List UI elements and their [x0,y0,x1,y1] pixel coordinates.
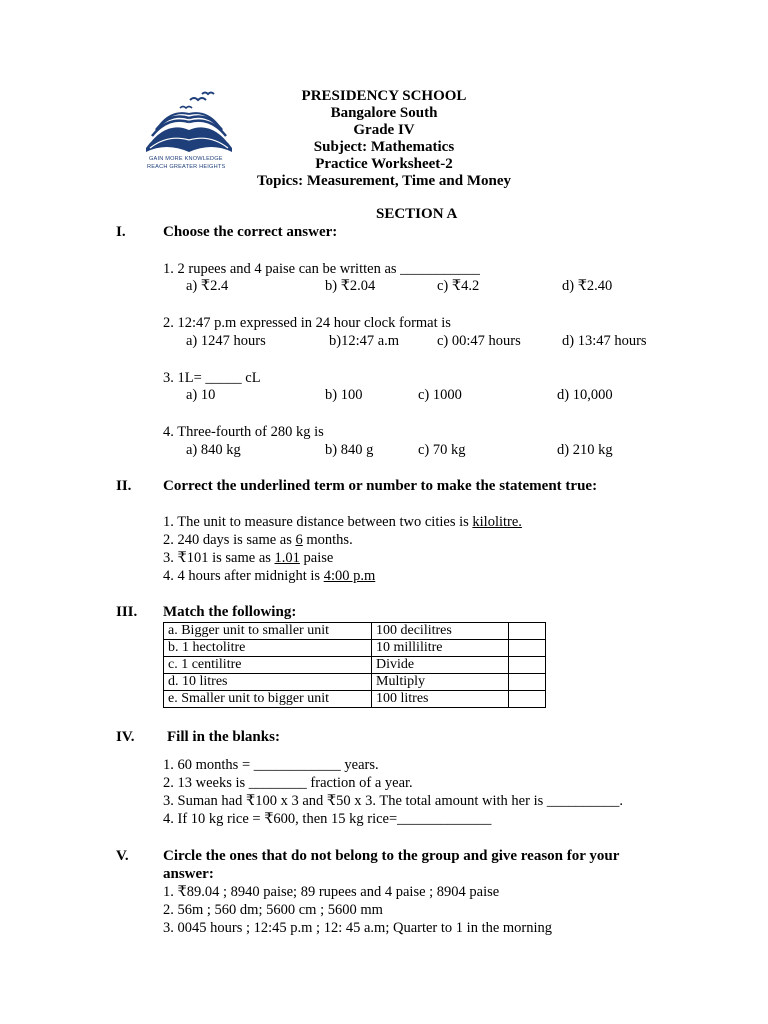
question-title: Match the following: [163,604,297,620]
list-item: 2. 240 days is same as 6 months. [163,532,353,548]
list-item: 1. ₹89.04 ; 8940 paise; 89 rupees and 4 paise ; 8904 paise [163,884,500,900]
mcq-question: 1. 2 rupees and 4 paise can be written as ___________ [163,261,480,277]
table-cell: e. Smaller unit to bigger unit [164,691,372,708]
list-item: 1. 60 months = ____________ years. [163,757,379,773]
answer-cell[interactable] [509,657,546,674]
mcq-option: c) 70 kg [418,442,466,458]
question-title-cont: answer: [163,866,214,882]
mcq-question: 4. Three-fourth of 280 kg is [163,424,324,440]
list-item: 3. Suman had ₹100 x 3 and ₹50 x 3. The total amount with her is __________. [163,793,623,809]
mcq-option: c) 00:47 hours [437,333,521,349]
mcq-option: b) 840 g [325,442,374,458]
mcq-option: b) ₹2.04 [325,278,376,294]
table-row [164,623,546,640]
logo-tagline-2: REACH GREATER HEIGHTS [147,164,226,170]
underlined-term: 6 [295,532,303,548]
grade: Grade IV [353,122,415,138]
list-item: 2. 13 weeks is ________ fraction of a year. [163,775,413,791]
table-cell: 100 litres [372,691,509,708]
table-cell: d. 10 litres [164,674,372,691]
table-cell: Divide [372,657,509,674]
list-item: 2. 56m ; 560 dm; 5600 cm ; 5600 mm [163,902,383,918]
list-item: 3. 0045 hours ; 12:45 p.m ; 12: 45 a.m; Quarter to 1 in the morning [163,920,553,936]
mcq-option: d) ₹2.40 [562,278,613,294]
table-cell: a. Bigger unit to smaller unit [164,623,372,640]
underlined-term: kilolitre. [472,514,522,530]
mcq-option: a) ₹2.4 [186,278,229,294]
question-number: III. [116,604,138,620]
table-row [164,691,546,708]
question-number: V. [116,848,129,864]
mcq-option: d) 10,000 [557,387,613,403]
question-title: Choose the correct answer: [163,224,338,240]
question-number: II. [116,478,132,494]
table-cell: 100 decilitres [372,623,509,640]
list-item: 1. The unit to measure distance between two cities is kilolitre. [163,514,522,530]
table-row [164,640,546,657]
table-cell: b. 1 hectolitre [164,640,372,657]
subject: Subject: Mathematics [313,139,455,155]
question-title: Correct the underlined term or number to make the statement true: [163,478,598,494]
question-number: IV. [116,729,135,745]
table-row [164,674,546,691]
mcq-question: 2. 12:47 p.m expressed in 24 hour clock format is [163,315,451,331]
mcq-option: c) 1000 [418,387,462,403]
school-name: PRESIDENCY SCHOOL [301,88,467,104]
worksheet-title: Practice Worksheet-2 [315,156,453,172]
list-item: 4. 4 hours after midnight is 4:00 p.m [163,568,376,584]
match-table [163,622,546,708]
table-cell: Multiply [372,674,509,691]
table-cell: c. 1 centilitre [164,657,372,674]
list-item: 4. If 10 kg rice = ₹600, then 15 kg rice=_____________ [163,811,492,827]
section-title: SECTION A [376,206,458,222]
logo-tagline-1: GAIN MORE KNOWLEDGE [149,156,223,162]
mcq-option: d) 210 kg [557,442,613,458]
question-title: Circle the ones that do not belong to the group and give reason for your [163,848,620,864]
question-title: Fill in the blanks: [167,729,280,745]
answer-cell[interactable] [509,640,546,657]
answer-cell[interactable] [509,691,546,708]
topics: Topics: Measurement, Time and Money [256,173,512,189]
mcq-option: a) 1247 hours [186,333,266,349]
mcq-option: a) 10 [186,387,216,403]
mcq-option: b) 100 [325,387,363,403]
question-number: I. [116,224,126,240]
school-branch: Bangalore South [330,105,438,121]
answer-cell[interactable] [509,623,546,640]
mcq-option: d) 13:47 hours [562,333,647,349]
underlined-term: 1.01 [274,550,300,566]
mcq-question: 3. 1L= _____ cL [163,370,261,386]
mcq-option: b)12:47 a.m [329,333,400,349]
underlined-term: 4:00 p.m [323,568,376,584]
answer-cell[interactable] [509,674,546,691]
mcq-option: c) ₹4.2 [437,278,480,294]
mcq-option: a) 840 kg [186,442,241,458]
table-row [164,657,546,674]
list-item: 3. ₹101 is same as 1.01 paise [163,550,334,566]
table-cell: 10 millilitre [372,640,509,657]
